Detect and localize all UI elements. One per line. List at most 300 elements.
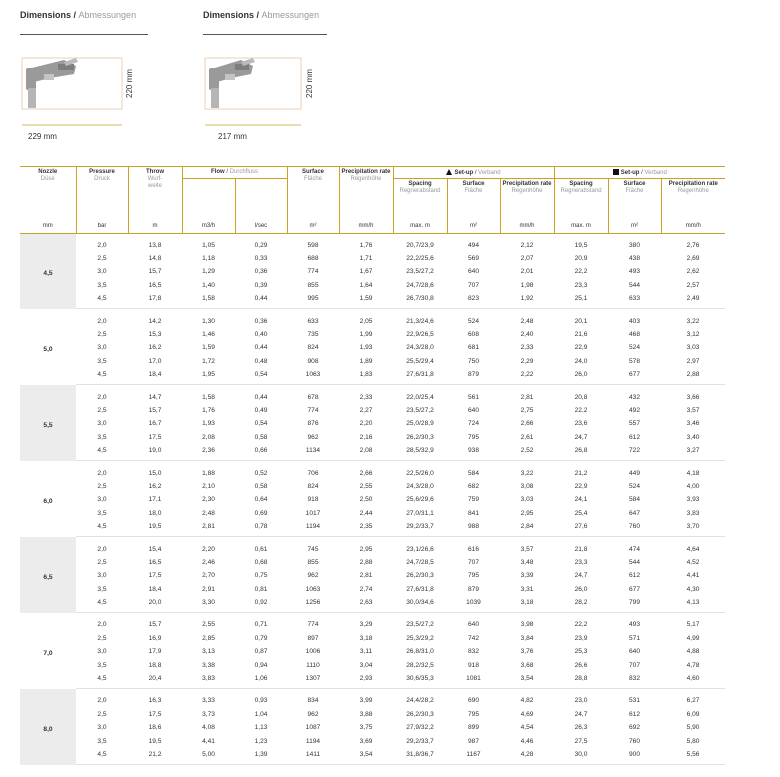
table-cell: 25,3/29,2 — [406, 634, 434, 642]
table-cell: 474 — [629, 545, 641, 553]
table-cell: 2,57 — [686, 281, 700, 289]
table-cell: 824 — [307, 482, 319, 490]
table-cell: 380 — [629, 241, 641, 249]
table-cell: 774 — [307, 406, 319, 414]
table-cell: 2,81 — [520, 393, 534, 401]
table-cell: 21,3/24,6 — [406, 317, 434, 325]
table-row — [20, 748, 725, 765]
table-cell: 25,4 — [574, 509, 588, 517]
table-cell: 25,0/28,9 — [406, 420, 434, 428]
table-cell: 2,44 — [359, 509, 373, 517]
table-cell: 677 — [608, 368, 661, 385]
table-cell: 23,6 — [574, 420, 588, 428]
table-row — [20, 537, 725, 556]
table-cell: 1,04 — [254, 710, 268, 718]
table-cell: 3,66 — [686, 393, 700, 401]
table-cell: 18,4 — [128, 368, 182, 385]
nozzle-size: 5,5 — [20, 385, 76, 461]
table-cell: 4,82 — [520, 697, 534, 705]
table-cell: 14,8 — [148, 255, 162, 263]
table-cell: 4,64 — [686, 545, 700, 553]
table-cell: 16,5 — [148, 281, 162, 289]
table-cell: 774 — [307, 268, 319, 276]
table-cell: 2,05 — [359, 317, 373, 325]
table-cell: 18,4 — [148, 585, 162, 593]
table-cell: 688 — [307, 255, 319, 263]
table-row — [20, 431, 725, 444]
table-cell: 1,58 — [182, 292, 235, 309]
table-cell: 4,41 — [202, 737, 215, 745]
table-row — [20, 480, 725, 493]
table-cell: 15,7 — [148, 406, 162, 414]
table-cell: 26,3 — [574, 724, 588, 732]
table-cell: 795 — [467, 433, 479, 441]
table-cell: 3,0 — [97, 724, 107, 732]
table-cell: 578 — [629, 357, 641, 365]
table-cell: 2,48 — [202, 509, 215, 517]
table-cell: 20,8 — [574, 393, 588, 401]
table-cell: 3,46 — [686, 420, 700, 428]
table-cell: 1167 — [447, 748, 500, 765]
table-cell: 24,3/28,0 — [406, 482, 434, 490]
table-cell: 0,58 — [254, 433, 268, 441]
table-cell: 4,30 — [686, 585, 700, 593]
table-row — [20, 355, 725, 368]
table-row — [20, 734, 725, 747]
table-cell: 0,64 — [254, 496, 268, 504]
table-cell: 795 — [467, 710, 479, 718]
table-cell: 3,54 — [500, 672, 554, 689]
table-cell: 16,5 — [148, 558, 162, 566]
table-cell: 30,0/34,6 — [393, 596, 447, 613]
table-row — [20, 265, 725, 278]
table-cell: 21,2 — [574, 469, 588, 477]
table-cell: 681 — [467, 344, 479, 352]
table-cell: 3,0 — [97, 420, 107, 428]
table-row — [20, 444, 725, 461]
table-cell: 692 — [629, 724, 641, 732]
table-cell: 23,9 — [574, 634, 588, 642]
table-row — [20, 632, 725, 645]
table-cell: 2,55 — [202, 621, 215, 629]
table-cell: 4,52 — [686, 558, 700, 566]
table-cell: 17,5 — [148, 433, 162, 441]
table-cell: 13,8 — [148, 241, 162, 249]
table-cell: 0,39 — [254, 281, 268, 289]
table-cell: 962 — [307, 572, 319, 580]
triangle-icon — [446, 169, 452, 175]
table-cell: 2,66 — [359, 469, 373, 477]
table-cell: 468 — [629, 331, 641, 339]
table-cell: 524 — [467, 317, 479, 325]
table-cell: 1063 — [305, 585, 321, 593]
table-cell: 2,50 — [359, 496, 373, 504]
table-cell: 2,63 — [339, 596, 393, 613]
table-cell: 0,71 — [254, 621, 268, 629]
table-cell: 27,5 — [574, 737, 588, 745]
header-spacing-sq: Spacing Regnerabstand — [554, 179, 608, 219]
table-cell: 0,92 — [235, 596, 287, 613]
table-cell: 0,36 — [254, 317, 268, 325]
table-cell: 2,97 — [686, 357, 700, 365]
table-cell: 17,1 — [148, 496, 162, 504]
table-cell: 24,7 — [574, 433, 588, 441]
table-cell: 3,29 — [359, 621, 373, 629]
table-cell: 432 — [629, 393, 641, 401]
table-cell: 2,20 — [202, 545, 215, 553]
table-cell: 2,76 — [686, 241, 700, 249]
table-cell: 900 — [608, 748, 661, 765]
table-cell: 1,18 — [202, 255, 215, 263]
table-cell: 735 — [307, 331, 319, 339]
table-cell: 493 — [629, 621, 641, 629]
table-cell: 707 — [467, 558, 479, 566]
table-cell: 0,58 — [254, 482, 268, 490]
table-cell: 918 — [467, 661, 479, 669]
table-cell: 0,40 — [254, 331, 268, 339]
table-cell: 5,17 — [686, 621, 700, 629]
table-cell: 4,5 — [76, 748, 128, 765]
table-cell: 4,99 — [686, 634, 700, 642]
table-cell: 20,0 — [128, 596, 182, 613]
table-row — [20, 292, 725, 309]
table-cell: 23,1/26,6 — [406, 545, 434, 553]
table-cell: 2,62 — [686, 268, 700, 276]
table-cell: 799 — [608, 596, 661, 613]
table-row — [20, 658, 725, 671]
table-cell: 22,5/26,0 — [406, 469, 434, 477]
table-cell: 2,33 — [359, 393, 373, 401]
table-body — [20, 233, 725, 765]
table-cell: 438 — [629, 255, 641, 263]
table-row — [20, 233, 725, 252]
table-cell: 544 — [629, 558, 641, 566]
table-cell: 3,0 — [97, 268, 107, 276]
table-cell: 2,5 — [97, 406, 107, 414]
table-cell: 760 — [608, 520, 661, 537]
table-cell: 2,85 — [202, 634, 215, 642]
table-cell: 16,9 — [148, 634, 162, 642]
table-cell: 26,0 — [554, 368, 608, 385]
table-cell: 1,76 — [202, 406, 215, 414]
table-cell: 31,8/36,7 — [393, 748, 447, 765]
table-cell: 16,3 — [148, 697, 162, 705]
table-cell: 25,6/29,6 — [406, 496, 434, 504]
table-cell: 1,67 — [359, 268, 373, 276]
table-cell: 0,29 — [254, 241, 268, 249]
table-cell: 0,33 — [254, 255, 268, 263]
table-cell: 20,1 — [574, 317, 588, 325]
table-cell: 3,03 — [520, 496, 534, 504]
table-row — [20, 368, 725, 385]
table-cell: 29,2/33,7 — [406, 737, 434, 745]
table-cell: 22,2/25,6 — [406, 255, 434, 263]
table-cell: 21,8 — [574, 545, 588, 553]
table-cell: 3,22 — [686, 317, 700, 325]
table-cell: 0,68 — [254, 558, 268, 566]
table-cell: 841 — [467, 509, 479, 517]
table-cell: 25,3 — [574, 648, 588, 656]
table-cell: 0,36 — [254, 268, 268, 276]
table-cell: 23,5/27,2 — [406, 406, 434, 414]
table-cell: 1,76 — [359, 241, 373, 249]
table-cell: 22,9/26,5 — [406, 331, 434, 339]
table-cell: 4,08 — [202, 724, 215, 732]
table-cell: 0,48 — [254, 357, 268, 365]
table-cell: 4,46 — [520, 737, 534, 745]
table-cell: 612 — [629, 710, 641, 718]
table-cell: 759 — [467, 496, 479, 504]
table-cell: 4,88 — [686, 648, 700, 656]
table-cell: 2,52 — [500, 444, 554, 461]
table-cell: 2,48 — [520, 317, 534, 325]
header-precipitation: Precipitation rate Regenhöhe — [339, 167, 393, 219]
header-throw: Throw Wurf- weite — [128, 167, 182, 219]
table-cell: 897 — [307, 634, 319, 642]
table-cell: 27,6/31,8 — [393, 368, 447, 385]
divider — [20, 34, 148, 35]
table-cell: 0,44 — [254, 344, 268, 352]
table-cell: 0,94 — [254, 661, 268, 669]
table-cell: 2,0 — [97, 317, 107, 325]
table-cell: 24,4/28,2 — [406, 697, 434, 705]
table-row — [20, 645, 725, 658]
table-cell: 4,18 — [686, 469, 700, 477]
table-cell: 3,54 — [339, 748, 393, 765]
table-cell: 1,06 — [235, 672, 287, 689]
table-cell: 640 — [467, 406, 479, 414]
table-cell: 2,46 — [202, 558, 215, 566]
table-cell: 493 — [629, 268, 641, 276]
table-cell: 28,5/32,9 — [393, 444, 447, 461]
table-cell: 3,03 — [686, 344, 700, 352]
table-cell: 24,3/28,0 — [406, 344, 434, 352]
table-cell: 0,93 — [254, 697, 268, 705]
table-cell: 5,80 — [686, 737, 700, 745]
table-cell: 4,00 — [686, 482, 700, 490]
table-row — [20, 309, 725, 328]
table-cell: 2,81 — [359, 572, 373, 580]
table-cell: 640 — [629, 648, 641, 656]
table-cell: 0,66 — [235, 444, 287, 461]
height-label-2: 220 mm — [305, 69, 314, 98]
nozzle-size: 5,0 — [43, 345, 53, 353]
table-cell: 3,5 — [97, 661, 107, 669]
header-pressure: Pressure Druck — [76, 167, 128, 219]
table-cell: 647 — [629, 509, 641, 517]
table-cell: 3,38 — [202, 661, 215, 669]
table-cell: 21,2 — [128, 748, 182, 765]
table-cell: 1,88 — [202, 469, 215, 477]
sprinkler-drawing-2 — [203, 52, 313, 132]
table-cell: 15,4 — [148, 545, 162, 553]
table-cell: 25,1 — [554, 292, 608, 309]
table-cell: 3,5 — [97, 433, 107, 441]
table-cell: 531 — [629, 697, 641, 705]
table-cell: 584 — [467, 469, 479, 477]
table-cell: 823 — [447, 292, 500, 309]
table-cell: 3,0 — [97, 496, 107, 504]
table-cell: 677 — [629, 585, 641, 593]
table-row — [20, 708, 725, 721]
table-cell: 28,8 — [554, 672, 608, 689]
table-cell: 28,2/32,5 — [406, 661, 434, 669]
table-cell: 4,5 — [76, 444, 128, 461]
table-cell: 3,83 — [686, 509, 700, 517]
table-cell: 21,6 — [574, 331, 588, 339]
table-cell: 30,0 — [554, 748, 608, 765]
table-cell: 3,5 — [97, 737, 107, 745]
table-cell: 2,5 — [97, 634, 107, 642]
table-cell: 1307 — [287, 672, 339, 689]
table-cell: 19,5 — [574, 241, 588, 249]
table-cell: 2,0 — [97, 469, 107, 477]
table-cell: 1134 — [287, 444, 339, 461]
table-row — [20, 596, 725, 613]
table-cell: 0,78 — [235, 520, 287, 537]
table-cell: 3,88 — [359, 710, 373, 718]
table-cell: 1,59 — [202, 344, 215, 352]
table-cell: 640 — [467, 268, 479, 276]
table-row — [20, 689, 725, 708]
table-cell: 26,8/31,0 — [406, 648, 434, 656]
table-row — [20, 404, 725, 417]
table-cell: 3,30 — [182, 596, 235, 613]
table-cell: 17,0 — [148, 357, 162, 365]
table-cell: 28,2 — [554, 596, 608, 613]
table-cell: 608 — [467, 331, 479, 339]
header-flow-ls — [235, 179, 287, 219]
table-cell: 5,90 — [686, 724, 700, 732]
table-cell: 2,95 — [359, 545, 373, 553]
table-cell: 1194 — [287, 520, 339, 537]
table-cell: 1411 — [287, 748, 339, 765]
table-cell: 3,40 — [686, 433, 700, 441]
table-cell: 544 — [629, 281, 641, 289]
table-cell: 4,5 — [76, 672, 128, 689]
table-cell: 2,08 — [202, 433, 215, 441]
table-cell: 2,5 — [97, 558, 107, 566]
table-cell: 0,52 — [254, 469, 268, 477]
table-cell: 2,22 — [500, 368, 554, 385]
table-cell: 20,4 — [128, 672, 182, 689]
table-cell: 24,7 — [574, 572, 588, 580]
table-cell: 832 — [608, 672, 661, 689]
table-cell: 557 — [629, 420, 641, 428]
table-cell: 3,83 — [182, 672, 235, 689]
table-cell: 22,2 — [574, 406, 588, 414]
table-cell: 3,75 — [359, 724, 373, 732]
table-cell: 524 — [629, 344, 641, 352]
table-cell: 19,5 — [148, 737, 162, 745]
table-row — [20, 613, 725, 632]
table-cell: 3,0 — [97, 344, 107, 352]
table-cell: 612 — [629, 572, 641, 580]
table-cell: 3,27 — [661, 444, 725, 461]
table-cell: 938 — [447, 444, 500, 461]
width-label-2: 217 mm — [218, 132, 247, 141]
table-cell: 3,73 — [202, 710, 215, 718]
table-cell: 23,3 — [574, 558, 588, 566]
table-cell: 0,54 — [254, 420, 268, 428]
table-cell: 2,81 — [182, 520, 235, 537]
table-cell: 15,3 — [148, 331, 162, 339]
table-cell: 824 — [307, 344, 319, 352]
table-cell: 571 — [629, 634, 641, 642]
table-cell: 16,7 — [148, 420, 162, 428]
table-cell: 855 — [307, 281, 319, 289]
table-cell: 2,16 — [359, 433, 373, 441]
table-cell: 1,89 — [359, 357, 373, 365]
table-cell: 2,93 — [339, 672, 393, 689]
table-cell: 988 — [447, 520, 500, 537]
table-cell: 2,75 — [520, 406, 534, 414]
header-flow-m3h — [182, 179, 235, 219]
table-row — [20, 328, 725, 341]
table-cell: 2,12 — [520, 241, 534, 249]
table-cell: 569 — [467, 255, 479, 263]
table-cell: 598 — [307, 241, 319, 249]
table-cell: 2,10 — [202, 482, 215, 490]
table-row — [20, 279, 725, 292]
table-cell: 25,5/29,4 — [406, 357, 434, 365]
table-cell: 6,09 — [686, 710, 700, 718]
table-row — [20, 493, 725, 506]
width-label-1: 229 mm — [28, 132, 57, 141]
table-cell: 742 — [467, 634, 479, 642]
table-cell: 2,30 — [202, 496, 215, 504]
table-cell: 2,29 — [520, 357, 534, 365]
table-cell: 707 — [629, 661, 641, 669]
table-cell: 449 — [629, 469, 641, 477]
table-cell: 24,0 — [574, 357, 588, 365]
header-surface: Surface Fläche — [287, 167, 339, 219]
table-cell: 2,74 — [359, 585, 373, 593]
dimensions-title: Dimensions / Abmessungen — [203, 10, 320, 20]
table-cell: 745 — [307, 545, 319, 553]
table-cell: 1194 — [305, 737, 321, 745]
table-cell: 3,84 — [520, 634, 534, 642]
nozzle-size: 8,0 — [20, 689, 76, 765]
table-cell: 26,7/30,8 — [393, 292, 447, 309]
header-setup-square: Set-up / Verband — [554, 167, 725, 179]
header-prate-tri: Precipitation rate Regenhöhe — [500, 179, 554, 219]
table-cell: 26,2/30,3 — [406, 433, 434, 441]
table-cell: 17,9 — [148, 648, 162, 656]
table-cell: 18,8 — [148, 661, 162, 669]
table-cell: 2,07 — [520, 255, 534, 263]
table-cell: 3,33 — [202, 697, 215, 705]
table-cell: 2,0 — [97, 621, 107, 629]
table-cell: 3,31 — [520, 585, 534, 593]
table-cell: 750 — [467, 357, 479, 365]
table-cell: 20,9 — [574, 255, 588, 263]
table-cell: 908 — [307, 357, 319, 365]
table-cell: 524 — [629, 482, 641, 490]
table-cell: 2,01 — [520, 268, 534, 276]
table-cell: 1087 — [305, 724, 321, 732]
table-cell: 1,95 — [182, 368, 235, 385]
table-cell: 2,84 — [500, 520, 554, 537]
table-cell: 4,69 — [520, 710, 534, 718]
table-cell: 0,44 — [235, 292, 287, 309]
table-row — [20, 385, 725, 404]
table-cell: 876 — [307, 420, 319, 428]
table-row — [20, 417, 725, 430]
table-cell: 1,93 — [202, 420, 215, 428]
table-cell: 4,60 — [661, 672, 725, 689]
table-cell: 3,69 — [359, 737, 373, 745]
